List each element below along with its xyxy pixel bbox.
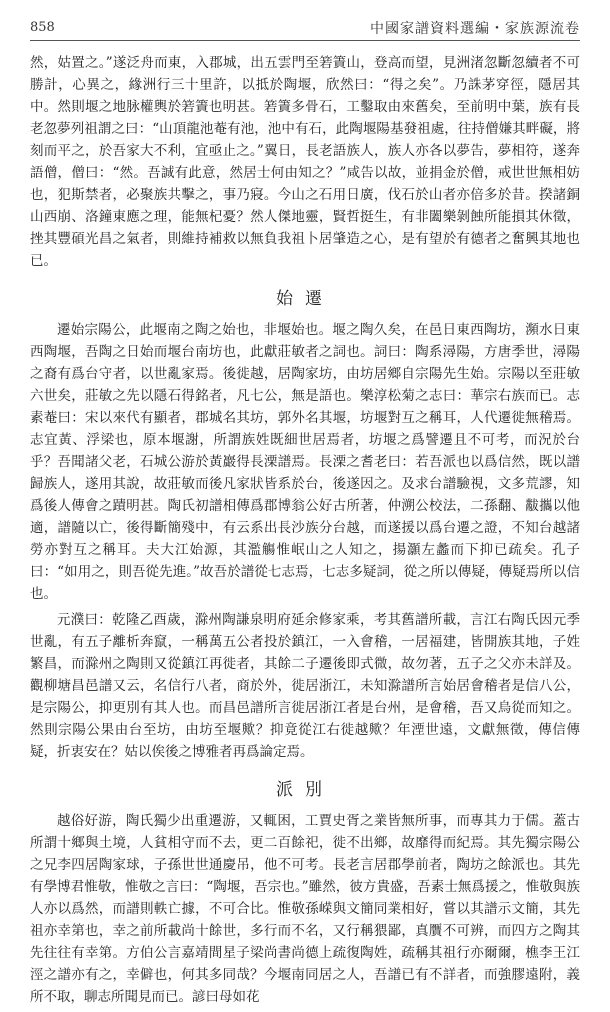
- paragraph-continuation: 然，姑置之。”遂泛舟而東，入郡城，出五雲門至箬簀山，登高而望，見洲渚忽斷忽續者不可勝計，心異之，緣洲行三十里許，以抵於陶堰，欣然曰：“得之矣”。乃誅茅穿徑，隱居其中。然則堰之地脉權輿於箬簀也明甚。箬簀多骨石，工鑿取由來舊矣，至前明中葉，族有長老忽夢列祖謂之曰：“山頂龍池菴有池，池中有石，此陶堰陽基發祖處，往持僧嫌其畔礙，將刻而平之，於吾家大不利，宜亟止之。”翼日，長老語族人，族人亦各以夢告，夢相符，遂奔語僧，僧曰：“然。吾誠有此意，然居士何由知之？”咸告以故，並捐金於僧，戒世世無相妨也，犯斯禁者，必聚族共擊之，事乃寢。今山之石用日廣，伐石於山者亦倍多於昔。揆諸銅山西崩、洛鐘東應之理，能無杞憂？然人傑地靈，賢哲挺生，有非闔樂剝蝕所能損其休徵，挫其豐碩光昌之氣者，則維持補救以無負我祖卜居肇造之心，是有望於有德者之奮興其地也已。: [30, 55, 580, 269]
- page-number: 858: [30, 20, 55, 35]
- paragraph-yuanpu-note: 元濮曰：乾隆乙酉歲，滁州陶謙泉明府延余修家乘，考其舊譜所載，言江右陶氏因元季世亂，有五子離析奔竄，一稱萬五公者投於鎮江，一入會稽，一居福建，皆開族其地，子姓繁昌，而滁州之陶則又從鎮江再徙者，其餘二子遷後即式微，故勿著，五子之父亦未詳及。觀柳塘昌邑譜又云，名信行八者，商於外，徙居浙江，未知滁譜所言始居會稽者是信八公，是宗陽公，抑更別有其人也。而昌邑譜所言徙居浙江者是台州，是會稽，吾又烏從而知之。然則宗陽公果由台至坊，由坊至堰歟？抑竟從江右徙越歟？年湮世遠，文獻無徵，傳信傳疑，折衷安在？姑以俟後之博雅者再爲論定焉。: [30, 612, 580, 760]
- paragraph-shiqian: 遷始宗陽公，此堰南之陶之始也，非堰始也。堰之陶久矣，在邑日東西陶坊，瀕水日東西陶堰，吾陶之日始而堰台南坊也，此獻莊敏者之詞也。詞曰：陶系潯陽，方唐季世，潯陽之裔有爲台守者，以世亂家焉。後徙越，居陶家坊，由坊居鄉自宗陽先生始。宗陽以至莊敏六世矣，莊敏之先以隱石得銘者，凡七公，無是語也。樂淳松菊之志曰：華宗右族而已。志素菴曰：宋以來代有顯者，郡城名其坊，郭外名其堰，坊堰對互之稱耳，人代遷徙無稽焉。志宜黃、浮梁也，原本堰謝，所謂族姓既細世居焉者，坊堰之爲譬遷且不可考，而況於台乎？吾聞諸父老，石城公游於黃巖得長溧譜焉。長溧之耆老曰：若吾派也以爲信然，既以譜歸族人，遂用其說，故莊敏而後凡家狀皆系於台，後遂因之。及求台譜驗視，文多荒謬，知爲後人傳會之蹟明甚。陶氏初譜相傳爲郡博翁公好古所著，仲溯公校法，二孫翻、黻攜以他適，譜隨以亡，後得斷簡殘中，有云系出長沙族分台越，而遂援以爲台遷之證，不知台越諸勞亦對互之稱耳。夫大江始源，其濫觴惟岷山之人知之，揚灝左蠡而下抑已疏矣。孔子曰：“如用之，則吾從先進。”故吾於譜從七志焉，七志多疑詞，從之所以傳疑，傳疑焉所以信也。: [30, 322, 580, 602]
- page-header: [30, 18, 580, 41]
- section-heading-shiqian: 始遷: [276, 289, 334, 309]
- section-heading-paibie: 派別: [276, 780, 334, 800]
- body-text: [30, 52, 580, 1012]
- paragraph-paibie: 越俗好游，陶氏獨少出重遷游，又輒困，工賈史胥之業皆無所事，而專其力于儒。蓋古所謂十鄉與土境，人貧相守而不去，更二百餘祀，徙不出鄉，故靡得而紀焉。其先獨宗陽公之兄李四居陶家球，子孫世世通慶吊，他不可考。長老言居郡學前者，陶坊之餘派也。其先有學博君惟敬，惟敬之言曰：“陶堰，吾宗也。”雖然，彼方貴盛，吾素士無爲援之，惟敬與族人亦以爲然，而譜則軼亡據，不可合比。惟敬孫嵘與文簡同業相好，嘗以其譜示文簡，其先祖亦幸第也，幸之前所載尚十餘世，多行而不名，又行稱猥鄙，真贋不可辨，而四方之陶其先往往有幸第。方伯公言嘉靖間星子梁尚書尚德上疏復陶姓，疏稱其祖行亦爾爾，樵李王江涇之譜亦有之，幸僻也，何其多同哉？今堰南同居之人，吾譜已有不詳者，而強膠遠附，義所不取，聊志所聞見而已。諺曰母如花: [30, 813, 580, 1005]
- running-title: 中國家譜資料選編・家族源流卷: [370, 21, 580, 37]
